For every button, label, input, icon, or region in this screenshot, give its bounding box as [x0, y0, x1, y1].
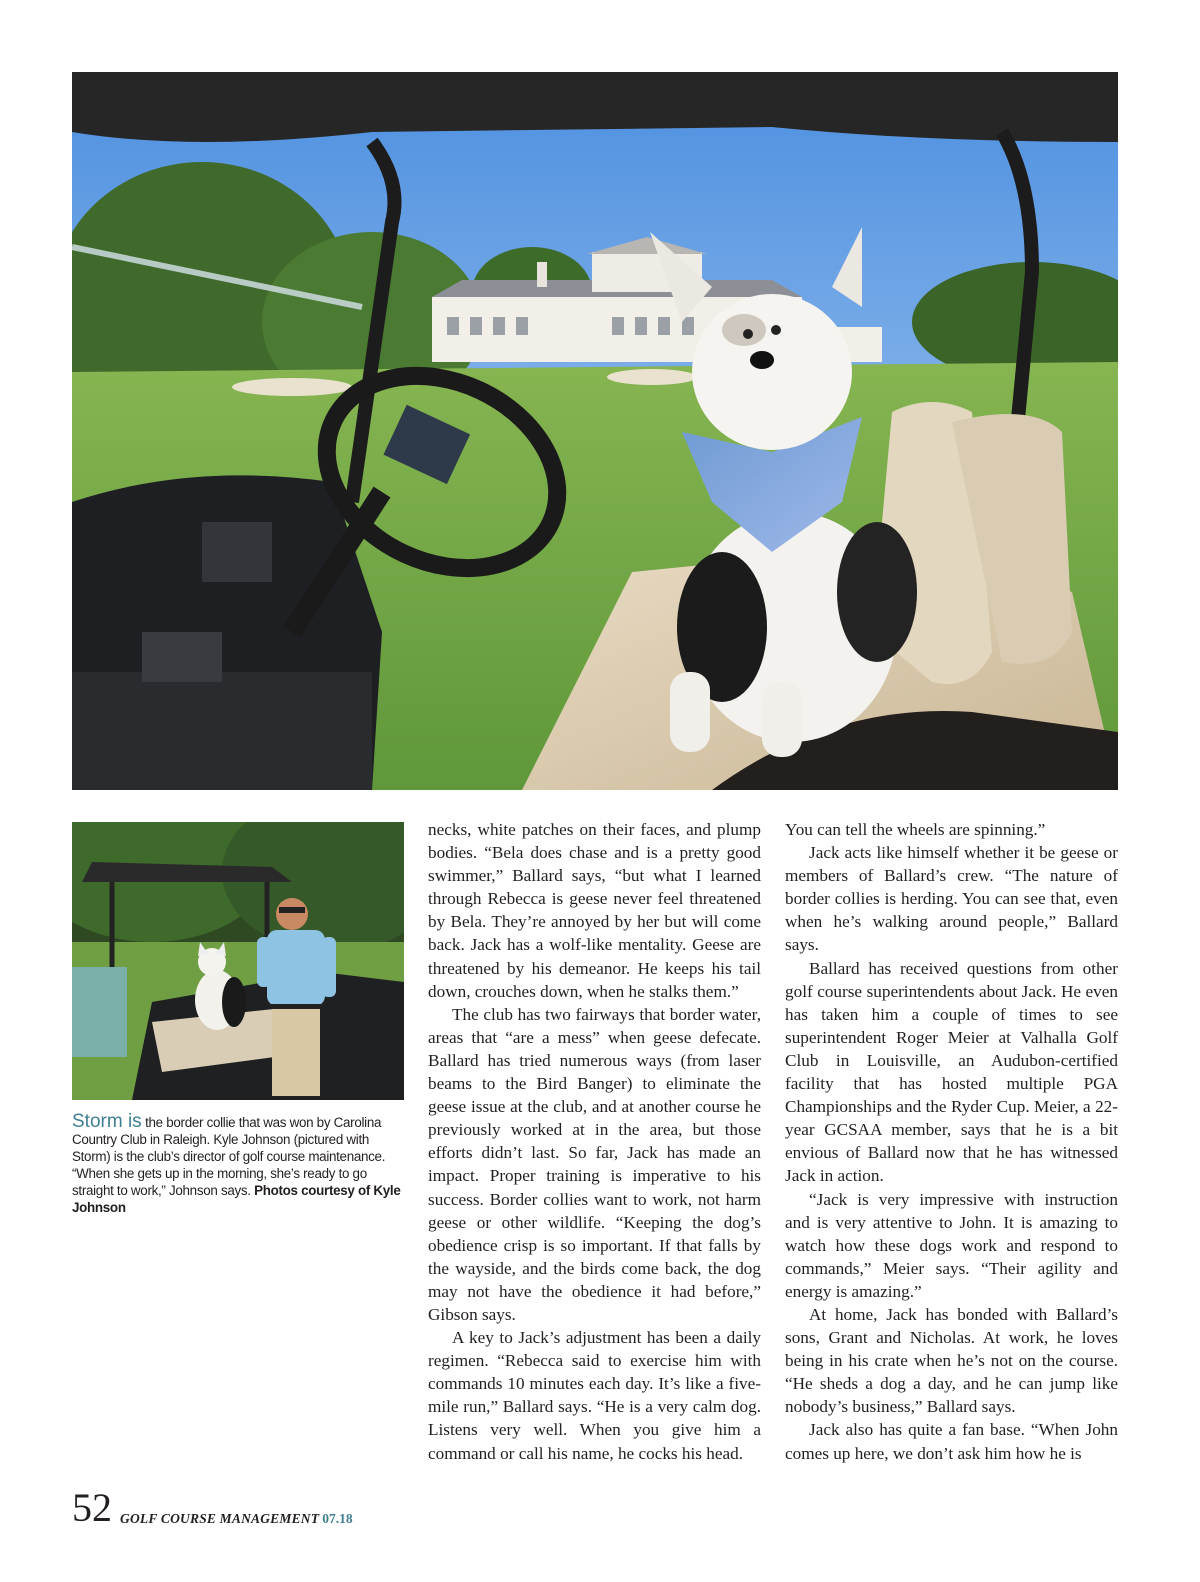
inset-photo-illustration: [72, 822, 404, 1100]
hero-photo: [72, 72, 1118, 790]
article-paragraph: You can tell the wheels are spinning.”: [785, 820, 1046, 839]
caption-body: the border collie that was won by Carolina Country Club in Raleigh. Kyle Johnson (pictured with Storm) is the club’s director of golf course maintenance. “When she gets up in the morning, she’s ready to go straight to work,” Johnson says.: [72, 1115, 386, 1198]
issue-date: 07.18: [322, 1511, 353, 1526]
article-paragraph: Jack acts like himself whether it be geese or members of Ballard’s crew. “The nature of border collies is herding. You can see that, even when he’s walking around people,” Ballard says.: [785, 843, 1118, 955]
article-column-right: [785, 818, 1118, 1465]
caption-credit: Photos courtesy of Kyle Johnson: [72, 1183, 401, 1215]
article-paragraph: Ballard has received questions from other golf course superintendents about Jack. He even has taken him a couple of times to see superintendent Roger Meier at Valhalla Golf Club in Louisville, an Audubon-certified facility that has hosted multiple PGA Championships and the Ryder Cup. Meier, a 22-year GCSAA member, says that he is a bit envious of Ballard now that he has witnessed Jack in action.: [785, 958, 1118, 1186]
article-paragraph: At home, Jack has bonded with Ballard’s sons, Grant and Nicholas. At work, he loves being in his crate when he’s not on the course. “He sheds a dog a day, and he can jump like nobody’s business,” Ballard says.: [785, 1304, 1118, 1417]
article-paragraph: The club has two fairways that border water, areas that “are a mess” when geese defecate. Ballard has tried numerous ways (from laser beams to the Bird Banger) to eliminate the geese issue at the club, and at another course he previously worked at in the area, but those efforts didn’t last. So far, Jack has made an impact. Proper training is imperative to his success. Border collies want to work, not harm geese or other wildlife. “Keeping the dog’s obedience crisp is so important. If that falls by the wayside, and the birds come back, the dog may not have the obedience it had before,” Gibson says.: [428, 1004, 761, 1324]
article-column-middle: [428, 818, 761, 1465]
caption-lead: Storm is: [72, 1111, 142, 1132]
article-paragraph: Jack also has quite a fan base. “When John comes up here, we don’t ask him how he is: [785, 1420, 1118, 1463]
photo-caption: [72, 1113, 404, 1216]
hero-photo-illustration: [72, 72, 1118, 790]
article-paragraph: necks, white patches on their faces, and plump bodies. “Bela does chase and is a pretty good swimmer,” Ballard says, “but what I learned through Rebecca is geese never feel threatened by Bela. They’re annoyed by her but will come back. Jack has a wolf-like mentality. Geese are threatened by his demeanor. He keeps his tail down, crouches down, when he stalks them.”: [428, 820, 761, 1001]
article-paragraph: “Jack is very impressive with instruction and is very attentive to John. It is amazing to watch how these dogs work and respond to commands,” Meier says. “Their agility and energy is amazing.”: [785, 1189, 1118, 1301]
inset-photo: [72, 822, 404, 1100]
magazine-title: GOLF COURSE MANAGEMENT: [120, 1511, 320, 1526]
page-folio: [72, 1485, 353, 1530]
article-paragraph: A key to Jack’s adjustment has been a daily regimen. “Rebecca said to exercise him with commands 10 minutes each day. It’s like a five-mile run,” Ballard says. “He is a very calm dog. Listens very well. When you give him a command or call his name, he cocks his head.: [428, 1328, 761, 1463]
page-number: 52: [72, 1485, 112, 1530]
